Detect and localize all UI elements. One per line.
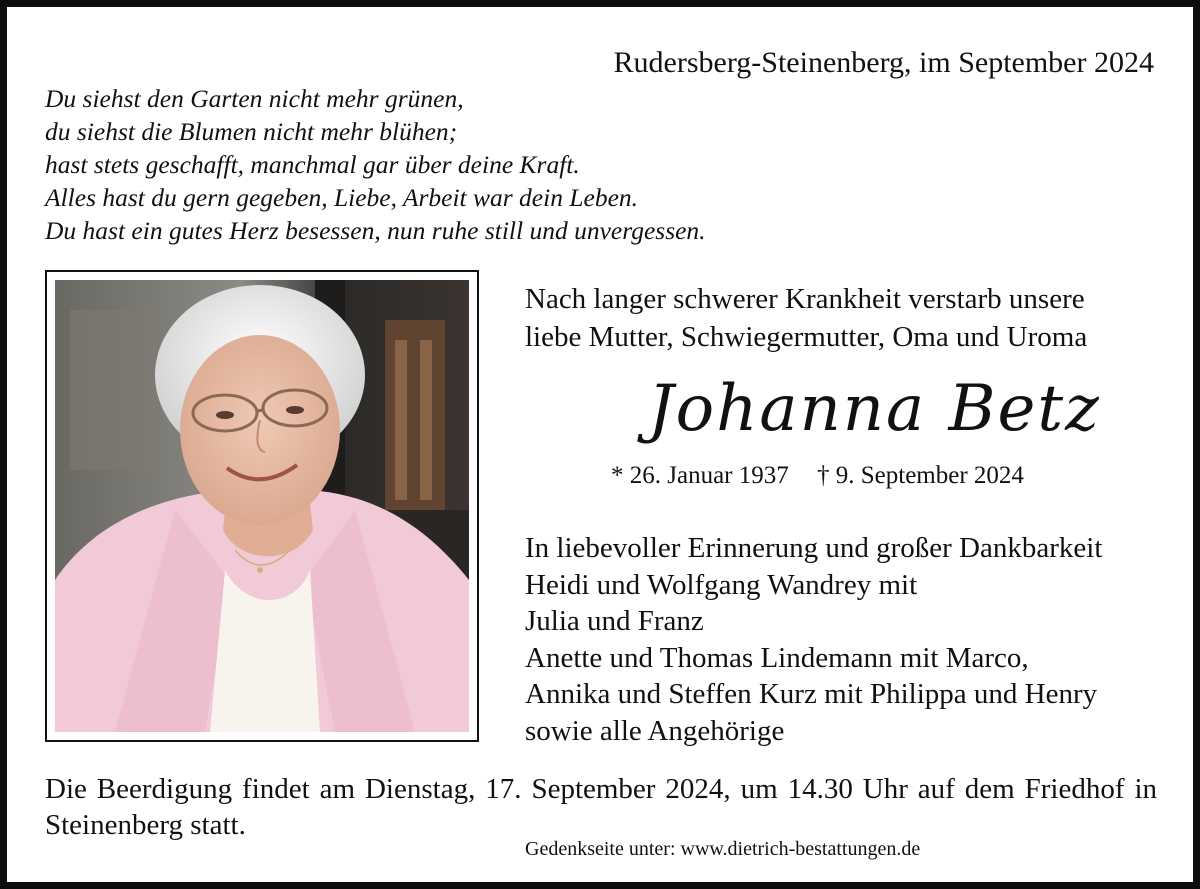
memorial-page-link[interactable]: Gedenkseite unter: www.dietrich-bestattungen.de [525,838,921,860]
portrait-frame [45,270,479,742]
life-dates [611,462,1024,490]
poem-line: Du siehst den Garten nicht mehr grünen, [45,84,464,113]
poem [45,82,706,247]
death-notice-intro [525,280,1087,356]
poem-line: Alles hast du gern gegeben, Liebe, Arbeit war dein Leben. [45,183,639,212]
intro-line: liebe Mutter, Schwiegermutter, Oma und Uroma [525,321,1088,353]
portrait-photo [55,280,469,732]
deceased-name: Johanna Betz [648,372,1101,446]
poem-line: du siehst die Blumen nicht mehr blühen; [45,117,458,146]
mourners-line: sowie alle Angehörige [525,714,785,747]
mourners-line: Annika und Steffen Kurz mit Philippa und Henry [525,678,1098,710]
mourners-line: Heidi und Wolfgang Wandrey mit [525,568,918,601]
poem-line: Du hast ein gutes Herz besessen, nun ruhe still und unvergessen. [45,216,706,245]
poem-line: hast stets geschafft, manchmal gar über deine Kraft. [45,150,580,179]
mourners-line: Anette und Thomas Lindemann mit Marco, [525,641,1029,674]
mourners-line: In liebevoller Erinnerung und großer Dankbarkeit [525,532,1103,564]
mourners-list [525,530,1102,749]
funeral-notice: Die Beerdigung findet am Dienstag, 17. September 2024, um 14.30 Uhr auf dem Friedhof in Steinenberg statt. [45,773,1157,841]
death-date: † 9. September 2024 [817,462,1024,489]
birth-date: * 26. Januar 1937 [611,462,789,489]
intro-line: Nach langer schwerer Krankheit verstarb unsere [525,283,1085,315]
place-date: Rudersberg-Steinenberg, im September 2024 [613,46,1154,79]
mourners-line: Julia und Franz [525,605,704,637]
